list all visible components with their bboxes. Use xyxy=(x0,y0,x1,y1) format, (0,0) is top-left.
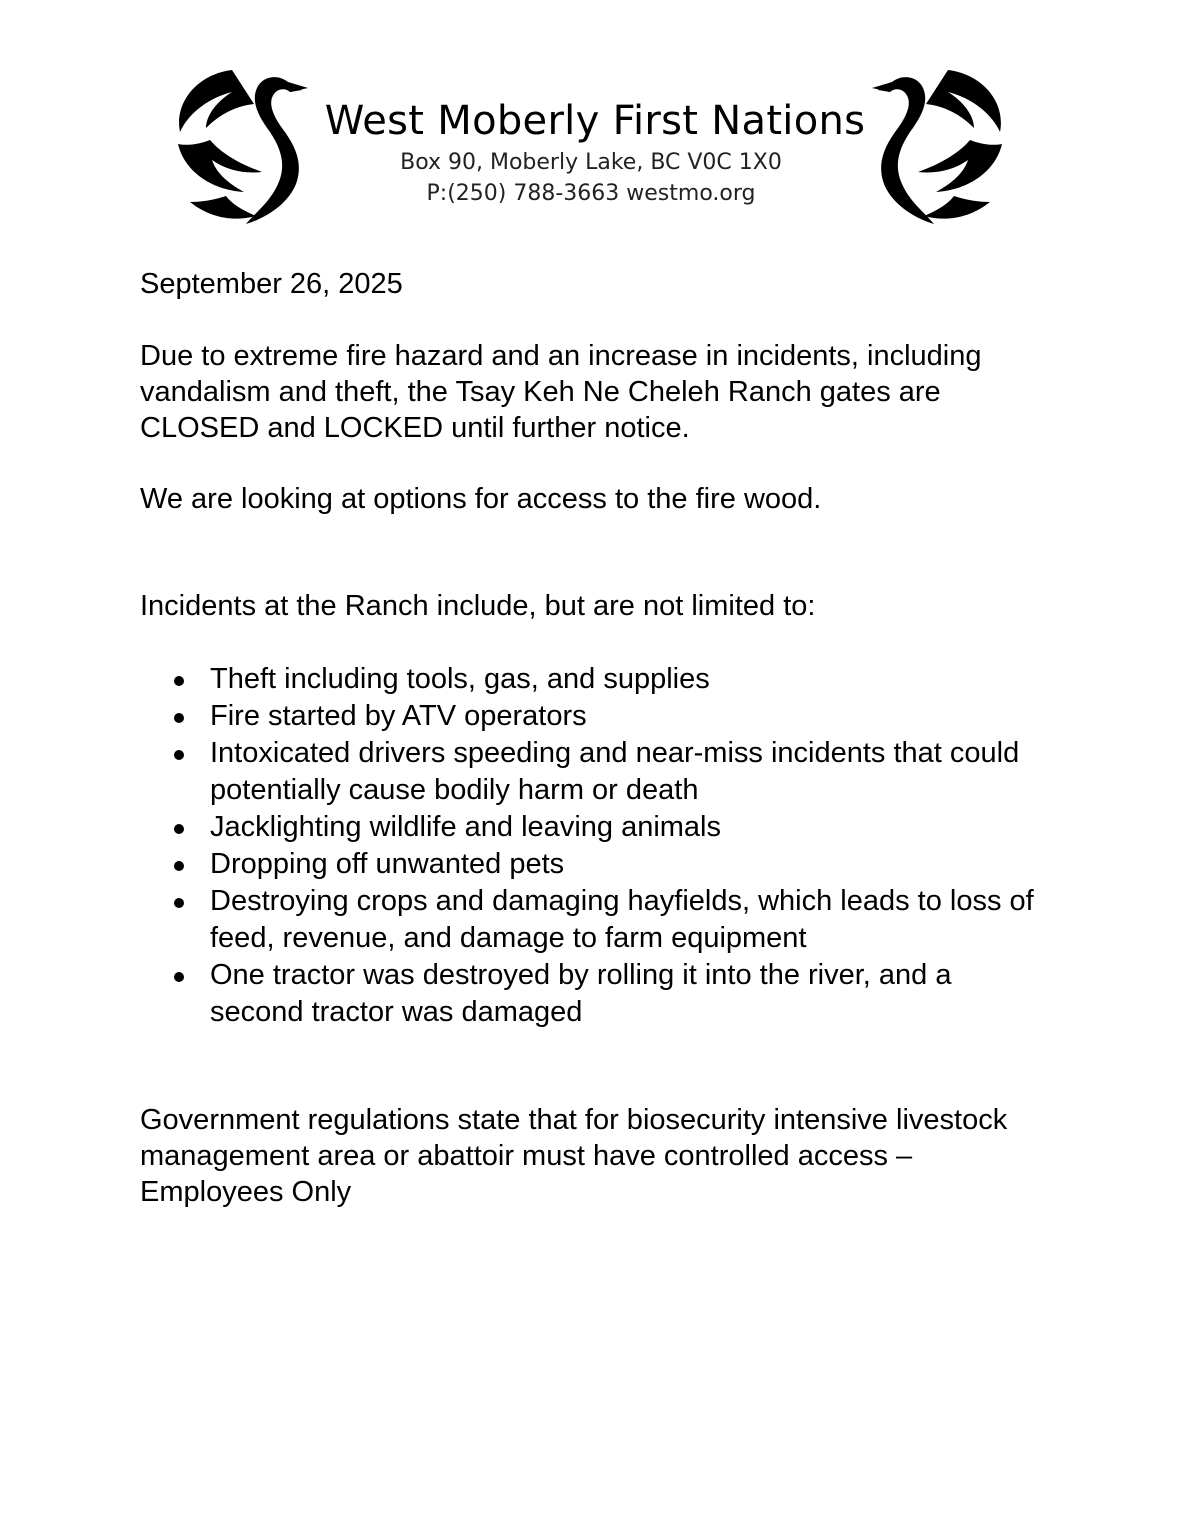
incident-text: Theft including tools, gas, and supplies xyxy=(210,663,710,695)
list-item xyxy=(140,661,1040,698)
incident-text: Dropping off unwanted pets xyxy=(210,848,565,880)
closure-notice-paragraph: Due to extreme fire hazard and an increase in incidents, including vandalism and theft, the Tsay Keh Ne Cheleh Ranch gates are CLOSED and LOCKED until further notice. xyxy=(140,340,982,444)
incident-text: Intoxicated drivers speeding and near-miss incidents that could potentially cause bodily harm or death xyxy=(210,737,1020,806)
bullet-icon xyxy=(174,972,184,982)
bullet-icon xyxy=(174,750,184,760)
organization-address: Box 90, Moberly Lake, BC V0C 1X0 xyxy=(400,150,782,175)
list-item xyxy=(140,735,1040,809)
letter-date: September 26, 2025 xyxy=(140,268,403,300)
firewood-access-paragraph: We are looking at options for access to the fire wood. xyxy=(140,483,822,515)
letterhead xyxy=(0,0,1187,240)
bullet-icon xyxy=(174,713,184,723)
list-item xyxy=(140,698,1040,735)
list-item xyxy=(140,809,1040,846)
incidents-intro: Incidents at the Ranch include, but are not limited to: xyxy=(140,590,816,622)
bullet-icon xyxy=(174,824,184,834)
bullet-icon xyxy=(174,676,184,686)
bullet-icon xyxy=(174,898,184,908)
bullet-icon xyxy=(174,861,184,871)
incident-text: Destroying crops and damaging hayfields, which leads to loss of feed, revenue, and damage to farm equipment xyxy=(210,885,1034,954)
incident-text: One tractor was destroyed by rolling it into the river, and a second tractor was damaged xyxy=(210,959,952,1028)
incident-text: Fire started by ATV operators xyxy=(210,700,587,732)
organization-name: West Moberly First Nations xyxy=(324,98,866,144)
swan-icon xyxy=(170,62,320,232)
regulations-paragraph: Government regulations state that for biosecurity intensive livestock management area or abattoir must have controlled access – Employees Only xyxy=(140,1104,1008,1208)
list-item xyxy=(140,846,1040,883)
list-item xyxy=(140,883,1040,957)
list-item xyxy=(140,957,1040,1031)
incidents-list xyxy=(140,661,1040,1031)
incident-text: Jacklighting wildlife and leaving animals xyxy=(210,811,721,843)
organization-contact: P:(250) 788-3663 westmo.org xyxy=(426,181,756,206)
swan-icon xyxy=(860,62,1010,232)
